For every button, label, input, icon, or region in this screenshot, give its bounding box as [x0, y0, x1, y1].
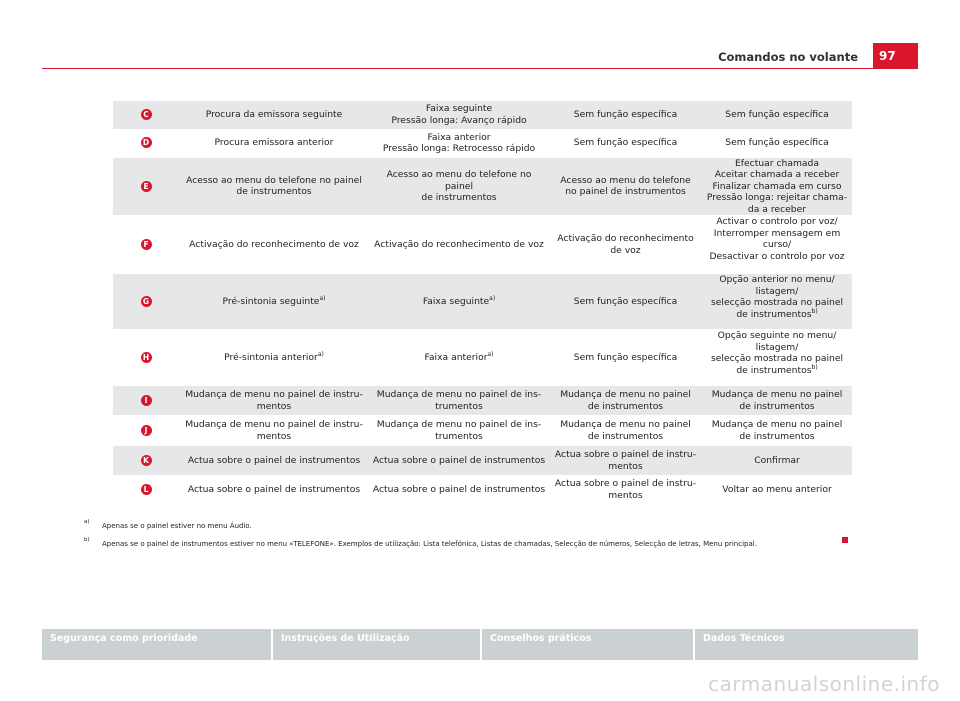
row-key-cell — [113, 330, 179, 386]
table-cell — [179, 274, 369, 330]
cell-text-line: mentos — [256, 430, 292, 442]
table-cell — [549, 330, 702, 386]
key-badge-icon: F — [141, 239, 152, 250]
cell-text-line: Mudança de menu no painel — [560, 419, 691, 430]
cell-text-line: Pressão longa: rejeitar chama- — [706, 192, 848, 203]
watermark: carmanualsonline.info — [708, 672, 940, 696]
cell-text-line: Faixa anterior — [427, 131, 491, 143]
table-cell — [179, 157, 369, 216]
cell-text-line: Acesso ao menu do telefone no painel — [186, 174, 362, 186]
footnote-reference: a) — [489, 294, 496, 302]
table-row — [113, 330, 852, 386]
row-key-cell — [113, 446, 179, 476]
footnote-reference: b) — [811, 363, 818, 371]
table-row — [113, 157, 852, 216]
cell-text-line: listagem/ — [755, 341, 799, 353]
cell-text-line: Mudança de menu no painel de instru- — [185, 419, 363, 430]
cell-text-line: de instrumentos — [421, 192, 497, 203]
key-badge-icon: G — [141, 296, 152, 307]
table-row — [113, 416, 852, 446]
page-number: 97 — [873, 43, 918, 69]
cell-text-line: selecção mostrada no painel — [710, 353, 844, 364]
footnote-reference: a) — [319, 294, 326, 302]
table-cell — [549, 129, 702, 157]
row-key-cell — [113, 386, 179, 416]
cell-text-line: Mudança de menu no painel — [560, 389, 691, 400]
table-row — [113, 446, 852, 476]
cell-text-line: Pré-sintonia seguinte$^{a)}$ — [222, 294, 326, 307]
table-cell — [549, 157, 702, 216]
cell-text-line: listagem/ — [755, 285, 799, 297]
cell-text-line: Actua sobre o painel de instrumentos — [187, 483, 361, 495]
table-row — [113, 101, 852, 129]
cell-text-line: Voltar ao menu anterior — [722, 483, 832, 495]
table-cell — [369, 386, 549, 416]
cell-text-line: mentos — [256, 400, 292, 412]
cell-text-line: Faixa seguinte$^{a)}$ — [422, 294, 496, 307]
table-cell — [179, 216, 369, 274]
cell-text-line: Procura da emissora seguinte — [205, 109, 343, 120]
cell-text-line: Acesso ao menu do telefone — [560, 174, 691, 186]
row-key-cell — [113, 216, 179, 274]
row-key-cell — [113, 476, 179, 504]
table-row — [113, 386, 852, 416]
row-key-cell — [113, 129, 179, 157]
table-cell — [179, 129, 369, 157]
footnote-mark: a) — [84, 519, 90, 525]
header-divider — [42, 68, 873, 69]
cell-text-line: Sem função específica — [573, 109, 678, 120]
cell-text-line: Pressão longa: Retrocesso rápido — [382, 143, 536, 154]
cell-text-line: Sem função específica — [573, 351, 678, 363]
table-cell — [179, 101, 369, 129]
cell-text-line: de voz — [610, 244, 641, 256]
cell-text-line: mentos — [608, 489, 643, 501]
cell-text-line: de instrumentos$^{b)}$ — [736, 363, 818, 376]
table-cell — [702, 101, 852, 129]
table-cell — [549, 386, 702, 416]
table-cell — [702, 446, 852, 476]
table-cell — [179, 330, 369, 386]
section-end-marker — [842, 537, 848, 543]
cell-text-line: Activação do reconhecimento de voz — [374, 238, 544, 250]
table-cell — [702, 274, 852, 330]
cell-text-line: Mudança de menu no painel de ins- — [376, 419, 542, 430]
cell-text-line: de instrumentos — [587, 430, 664, 442]
page-header-title: Comandos no volante — [718, 50, 858, 64]
cell-text-line: Actua sobre o painel de instrumentos — [372, 454, 546, 466]
cell-text-line: Desactivar o controlo por voz — [709, 250, 845, 262]
footer-tab-dados[interactable]: Dados Técnicos — [695, 629, 918, 660]
table-row — [113, 129, 852, 157]
table-cell — [549, 446, 702, 476]
table-cell — [369, 101, 549, 129]
table-cell — [549, 416, 702, 446]
footnote-text: Apenas se o painel estiver no menu Áudio. — [102, 522, 252, 530]
cell-text-line: Sem função específica — [573, 295, 678, 307]
cell-text-line: Mudança de menu no painel de instru- — [185, 389, 363, 400]
cell-text-line: Mudança de menu no painel de ins- — [376, 389, 542, 400]
row-key-cell — [113, 416, 179, 446]
table-cell — [549, 274, 702, 330]
cell-text-line: Actua sobre o painel de instrumentos — [372, 483, 546, 495]
cell-text-line: curso/ — [762, 239, 792, 250]
cell-text-line: de instrumentos$^{b)}$ — [736, 307, 818, 320]
row-key-cell — [113, 101, 179, 129]
cell-text-line: Efectuar chamada — [734, 157, 820, 169]
footer-tab-conselhos[interactable]: Conselhos práticos — [482, 629, 693, 660]
table-cell — [369, 157, 549, 216]
footnote-text: Apenas se o painel de instrumentos estiver no menu «TELEFONE». Exemplos de utilização: Lista telefónica, Listas de chamadas, Selecção de números, Selecção de letras, Menu principal. — [102, 540, 757, 548]
key-badge-icon: C — [141, 109, 152, 120]
cell-text-line: de instrumentos — [587, 400, 664, 412]
cell-text-line: selecção mostrada no painel — [710, 297, 844, 308]
cell-text-line: Actua sobre o painel de instru- — [554, 449, 697, 460]
table-cell — [369, 274, 549, 330]
cell-text-line: Actua sobre o painel de instru- — [554, 478, 697, 489]
key-badge-icon: H — [141, 352, 152, 363]
table-cell — [702, 386, 852, 416]
footer-tab-seguranca[interactable]: Segurança como prioridade — [42, 629, 271, 660]
row-key-cell — [113, 274, 179, 330]
table-cell — [369, 446, 549, 476]
steering-commands-table — [113, 101, 852, 504]
table-cell — [369, 476, 549, 504]
cell-text-line: Faixa anterior$^{a)}$ — [424, 350, 494, 363]
footnote-reference: a) — [317, 350, 324, 358]
cell-text-line: Sem função específica — [725, 109, 829, 120]
cell-text-line: Opção anterior no menu/ — [719, 274, 835, 285]
table-cell — [549, 216, 702, 274]
footnote-reference: a) — [487, 350, 494, 358]
cell-text-line: de instrumentos — [739, 400, 815, 412]
cell-text-line: mentos — [608, 460, 643, 472]
table-cell — [179, 476, 369, 504]
cell-text-line: Activação do reconhecimento de voz — [189, 238, 359, 250]
footnote-mark: b) — [84, 537, 90, 543]
cell-text-line: de instrumentos — [739, 430, 815, 442]
table-row — [113, 274, 852, 330]
cell-text-line: de instrumentos — [236, 186, 312, 198]
cell-text-line: Acesso ao menu do telefone no painel — [386, 169, 532, 192]
footer-tab-instrucoes[interactable]: Instruções de Utilização — [273, 629, 480, 660]
table-cell — [179, 416, 369, 446]
cell-text-line: Sem função específica — [573, 137, 678, 149]
cell-text-line: trumentos — [435, 400, 483, 412]
cell-text-line: Pré-sintonia anterior$^{a)}$ — [224, 350, 324, 363]
cell-text-line: Opção seguinte no menu/ — [717, 330, 837, 341]
cell-text-line: Sem função específica — [725, 137, 829, 149]
table-cell — [369, 129, 549, 157]
cell-text-line: Interromper mensagem em — [713, 227, 841, 239]
table-cell — [179, 386, 369, 416]
table-cell — [702, 157, 852, 216]
table-cell — [369, 416, 549, 446]
row-key-cell — [113, 157, 179, 216]
cell-text-line: Finalizar chamada em curso — [712, 180, 842, 192]
cell-text-line: Activar o controlo por voz/ — [716, 216, 838, 227]
table-cell — [369, 216, 549, 274]
table-row — [113, 216, 852, 274]
cell-text-line: Activação do reconhecimento — [557, 233, 694, 244]
table-cell — [179, 446, 369, 476]
cell-text-line: trumentos — [435, 430, 483, 442]
cell-text-line: Mudança de menu no painel — [711, 389, 843, 400]
cell-text-line: da a receber — [747, 203, 807, 215]
key-badge-icon: K — [141, 455, 152, 466]
cell-text-line: Faixa seguinte — [425, 103, 493, 115]
table-cell — [369, 330, 549, 386]
table-cell — [702, 330, 852, 386]
cell-text-line: Mudança de menu no painel — [711, 419, 843, 430]
table-cell — [702, 129, 852, 157]
footnote-reference: b) — [811, 307, 818, 315]
table-row — [113, 476, 852, 504]
cell-text-line: Aceitar chamada a receber — [714, 169, 840, 180]
cell-text-line: Confirmar — [754, 454, 800, 466]
key-badge-icon: I — [141, 395, 152, 406]
key-badge-icon: E — [141, 181, 152, 192]
table-cell — [702, 216, 852, 274]
table-cell — [549, 101, 702, 129]
table-cell — [702, 476, 852, 504]
key-badge-icon: L — [141, 484, 152, 495]
table-cell — [549, 476, 702, 504]
key-badge-icon: D — [141, 137, 152, 148]
cell-text-line: no painel de instrumentos — [565, 186, 686, 198]
footer-nav — [42, 629, 918, 660]
cell-text-line: Pressão longa: Avanço rápido — [391, 114, 527, 126]
cell-text-line: Actua sobre o painel de instrumentos — [187, 454, 361, 466]
table-cell — [702, 416, 852, 446]
key-badge-icon: J — [141, 425, 152, 436]
cell-text-line: Procura emissora anterior — [214, 137, 334, 149]
